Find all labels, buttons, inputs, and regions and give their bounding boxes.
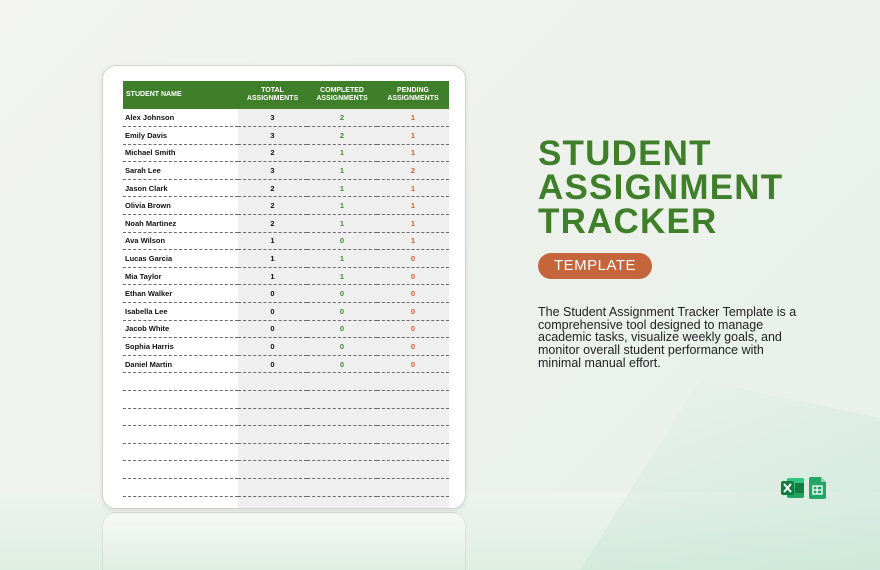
empty-cell	[238, 391, 307, 409]
empty-table-row	[123, 408, 449, 426]
completed-assignments-cell: 0	[307, 285, 377, 303]
completed-assignments-cell: 2	[307, 127, 377, 145]
empty-cell	[238, 461, 307, 479]
table-row	[123, 338, 449, 356]
header-completed-line2: ASSIGNMENTS	[316, 95, 368, 102]
student-name-cell: Lucas Garcia	[123, 250, 238, 268]
student-name-cell: Daniel Martin	[123, 355, 238, 373]
student-name-cell: Ava Wilson	[123, 232, 238, 250]
student-name-cell: Emily Davis	[123, 127, 238, 145]
empty-cell	[307, 408, 377, 426]
empty-cell	[123, 496, 238, 509]
table-row	[123, 355, 449, 373]
empty-cell	[307, 496, 377, 509]
pending-assignments-cell: 1	[377, 179, 449, 197]
title-line-1: STUDENT	[538, 134, 712, 173]
pending-assignments-cell: 1	[377, 197, 449, 215]
total-assignments-cell: 1	[238, 232, 307, 250]
empty-table-row	[123, 478, 449, 496]
table-row	[123, 197, 449, 215]
empty-table-row	[123, 391, 449, 409]
empty-cell	[123, 408, 238, 426]
page-title	[538, 134, 858, 241]
completed-assignments-cell: 1	[307, 267, 377, 285]
total-assignments-cell: 0	[238, 355, 307, 373]
empty-cell	[238, 443, 307, 461]
completed-assignments-cell: 1	[307, 250, 377, 268]
description-text: The Student Assignment Tracker Template is a comprehensive tool designed to manage academic tasks, visualize weekly goals, and monitor overall student performance with minimal manual effort.	[538, 305, 797, 370]
pending-assignments-cell: 1	[377, 215, 449, 233]
assignment-table	[123, 81, 449, 509]
student-name-cell: Jacob White	[123, 320, 238, 338]
completed-assignments-cell: 1	[307, 215, 377, 233]
completed-assignments-cell: 0	[307, 355, 377, 373]
student-name-cell: Jason Clark	[123, 179, 238, 197]
header-completed-line1: COMPLETED	[320, 87, 364, 94]
empty-cell	[377, 478, 449, 496]
pending-assignments-cell: 1	[377, 127, 449, 145]
empty-cell	[377, 496, 449, 509]
completed-assignments-cell: 0	[307, 303, 377, 321]
completed-assignments-cell: 0	[307, 338, 377, 356]
student-name-cell: Mia Taylor	[123, 267, 238, 285]
empty-cell	[238, 496, 307, 509]
pending-assignments-cell: 0	[377, 355, 449, 373]
empty-cell	[377, 408, 449, 426]
empty-cell	[307, 478, 377, 496]
pending-assignments-cell: 1	[377, 144, 449, 162]
table-row	[123, 127, 449, 145]
total-assignments-cell: 3	[238, 127, 307, 145]
header-pending-line1: PENDING	[397, 87, 429, 94]
total-assignments-cell: 0	[238, 285, 307, 303]
empty-cell	[238, 408, 307, 426]
header-completed-assignments	[307, 81, 377, 109]
empty-cell	[377, 373, 449, 391]
empty-cell	[307, 426, 377, 444]
empty-cell	[123, 478, 238, 496]
total-assignments-cell: 0	[238, 338, 307, 356]
empty-cell	[123, 391, 238, 409]
empty-cell	[238, 373, 307, 391]
empty-cell	[123, 461, 238, 479]
empty-cell	[307, 373, 377, 391]
pending-assignments-cell: 0	[377, 250, 449, 268]
student-name-cell: Ethan Walker	[123, 285, 238, 303]
completed-assignments-cell: 0	[307, 232, 377, 250]
table-row	[123, 109, 449, 127]
title-line-3: TRACKER	[538, 202, 718, 241]
document-reflection	[102, 512, 466, 570]
student-name-cell: Olivia Brown	[123, 197, 238, 215]
table-row	[123, 144, 449, 162]
table-row	[123, 320, 449, 338]
total-assignments-cell: 2	[238, 144, 307, 162]
student-name-cell: Noah Martinez	[123, 215, 238, 233]
empty-cell	[377, 391, 449, 409]
empty-cell	[307, 391, 377, 409]
pending-assignments-cell: 0	[377, 303, 449, 321]
total-assignments-cell: 3	[238, 162, 307, 180]
student-name-cell: Alex Johnson	[123, 109, 238, 127]
empty-cell	[307, 461, 377, 479]
empty-table-row	[123, 426, 449, 444]
header-total-assignments	[238, 81, 307, 109]
excel-icon	[781, 477, 805, 499]
app-icons	[781, 477, 827, 499]
pending-assignments-cell: 0	[377, 338, 449, 356]
total-assignments-cell: 0	[238, 303, 307, 321]
pending-assignments-cell: 0	[377, 320, 449, 338]
background-shard	[580, 380, 880, 570]
total-assignments-cell: 0	[238, 320, 307, 338]
empty-cell	[123, 426, 238, 444]
table-row	[123, 215, 449, 233]
pending-assignments-cell: 2	[377, 162, 449, 180]
total-assignments-cell: 2	[238, 215, 307, 233]
total-assignments-cell: 2	[238, 179, 307, 197]
table-row	[123, 285, 449, 303]
empty-cell	[377, 426, 449, 444]
total-assignments-cell: 1	[238, 267, 307, 285]
student-name-cell: Sophia Harris	[123, 338, 238, 356]
empty-cell	[238, 478, 307, 496]
empty-cell	[238, 426, 307, 444]
empty-cell	[307, 443, 377, 461]
table-row	[123, 267, 449, 285]
completed-assignments-cell: 2	[307, 109, 377, 127]
pending-assignments-cell: 0	[377, 267, 449, 285]
completed-assignments-cell: 1	[307, 179, 377, 197]
empty-table-row	[123, 461, 449, 479]
table-row	[123, 303, 449, 321]
google-sheets-icon	[809, 477, 827, 499]
empty-table-row	[123, 373, 449, 391]
table-body	[123, 109, 449, 509]
completed-assignments-cell: 1	[307, 197, 377, 215]
empty-cell	[377, 443, 449, 461]
empty-table-row	[123, 496, 449, 509]
empty-cell	[123, 443, 238, 461]
empty-cell	[377, 461, 449, 479]
student-name-cell: Isabella Lee	[123, 303, 238, 321]
header-total-line1: TOTAL	[261, 87, 284, 94]
completed-assignments-cell: 1	[307, 144, 377, 162]
header-pending-assignments	[377, 81, 449, 109]
pending-assignments-cell: 1	[377, 232, 449, 250]
student-name-cell: Sarah Lee	[123, 162, 238, 180]
total-assignments-cell: 3	[238, 109, 307, 127]
student-name-cell: Michael Smith	[123, 144, 238, 162]
header-pending-line2: ASSIGNMENTS	[387, 95, 439, 102]
total-assignments-cell: 1	[238, 250, 307, 268]
pending-assignments-cell: 0	[377, 285, 449, 303]
completed-assignments-cell: 0	[307, 320, 377, 338]
table-header-row	[123, 81, 449, 109]
title-line-2: ASSIGNMENT	[538, 168, 784, 207]
header-total-line2: ASSIGNMENTS	[246, 95, 299, 102]
table-row	[123, 232, 449, 250]
empty-table-row	[123, 443, 449, 461]
table-row	[123, 162, 449, 180]
table-row	[123, 179, 449, 197]
total-assignments-cell: 2	[238, 197, 307, 215]
pending-assignments-cell: 1	[377, 109, 449, 127]
spreadsheet-preview	[102, 65, 466, 509]
empty-cell	[123, 373, 238, 391]
template-badge: TEMPLATE	[538, 253, 652, 279]
table-row	[123, 250, 449, 268]
header-student-name: STUDENT NAME	[123, 81, 238, 109]
completed-assignments-cell: 1	[307, 162, 377, 180]
